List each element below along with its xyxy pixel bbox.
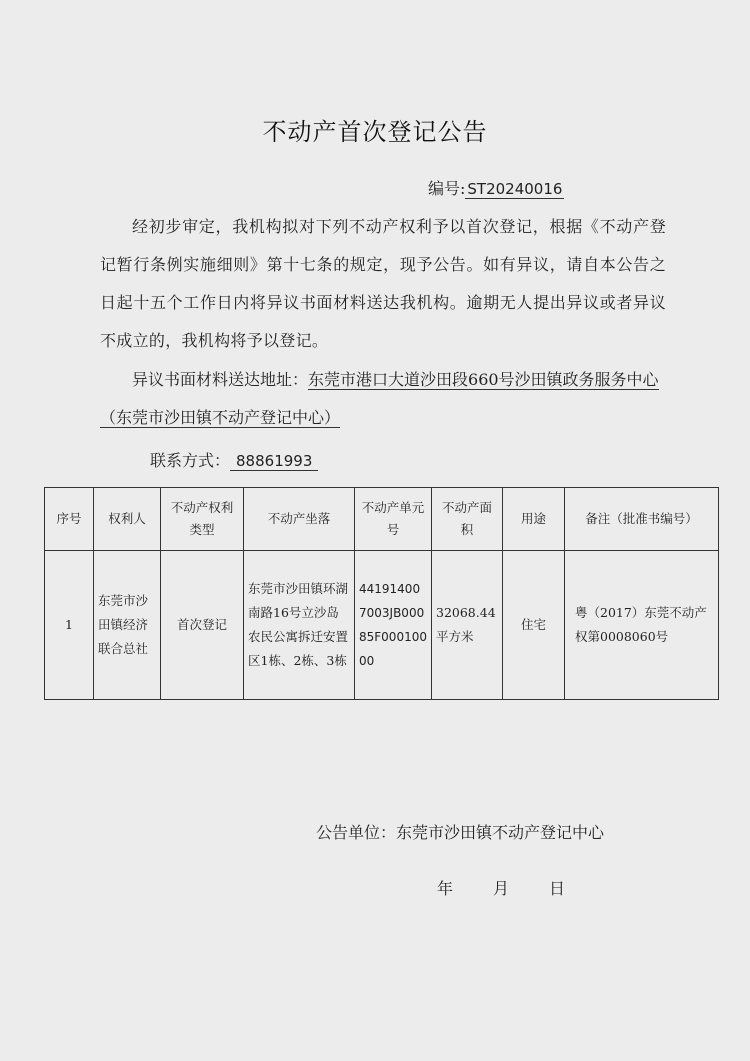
cell-unit-no: 441914007003JB00085F00010000 bbox=[355, 551, 432, 700]
unit-label: 公告单位： bbox=[316, 823, 397, 842]
address-label: 异议书面材料送达地址： bbox=[132, 370, 309, 389]
address-value: 东莞市港口大道沙田段660号沙田镇政务服务中心（东莞市沙田镇不动产登记中心） bbox=[100, 370, 659, 427]
serial-label: 编号: bbox=[428, 179, 466, 198]
cell-area: 32068.44平方米 bbox=[432, 551, 503, 700]
date-day: 日 bbox=[549, 879, 566, 898]
cell-location: 东莞市沙田镇环湖南路16号立沙岛农民公寓拆迁安置区1栋、2栋、3栋 bbox=[244, 551, 355, 700]
header-location: 不动产坐落 bbox=[244, 488, 355, 551]
header-right-type: 不动产权利类型 bbox=[161, 488, 244, 551]
header-holder: 权利人 bbox=[94, 488, 161, 551]
registration-table bbox=[44, 487, 719, 700]
header-usage: 用途 bbox=[503, 488, 565, 551]
page-title: 不动产首次登记公告 bbox=[262, 118, 488, 146]
header-no: 序号 bbox=[45, 488, 94, 551]
contact-value: 88861993 bbox=[230, 452, 318, 471]
serial-value: ST20240016 bbox=[467, 180, 563, 198]
unit-name: 东莞市沙田镇不动产登记中心 bbox=[396, 823, 605, 842]
objection-address bbox=[100, 361, 666, 437]
cell-no: 1 bbox=[45, 551, 94, 700]
date-year: 年 bbox=[437, 879, 454, 898]
header-remark: 备注（批准书编号） bbox=[565, 488, 719, 551]
cell-right-type: 首次登记 bbox=[161, 551, 244, 700]
table-header-row bbox=[45, 488, 719, 551]
contact-label: 联系方式： bbox=[150, 451, 231, 470]
notice-body: 经初步审定，我机构拟对下列不动产权利予以首次登记，根据《不动产登记暂行条例实施细则》第十七条的规定，现予公告。如有异议，请自本公告之日起十五个工作日内将异议书面材料送达我机构。逾期无人提出异议或者异议不成立的，我机构将予以登记。 bbox=[100, 217, 666, 350]
serial-number bbox=[428, 176, 564, 199]
contact-info bbox=[150, 448, 318, 471]
issue-date bbox=[437, 876, 605, 899]
cell-usage: 住宅 bbox=[503, 551, 565, 700]
header-area: 不动产面积 bbox=[432, 488, 503, 551]
date-month: 月 bbox=[493, 879, 510, 898]
cell-holder: 东莞市沙田镇经济联合总社 bbox=[94, 551, 161, 700]
table-row bbox=[45, 551, 719, 700]
cell-remark: 粤（2017）东莞不动产权第0008060号 bbox=[565, 551, 719, 700]
header-unit-no: 不动产单元号 bbox=[355, 488, 432, 551]
issuing-unit bbox=[316, 820, 604, 843]
